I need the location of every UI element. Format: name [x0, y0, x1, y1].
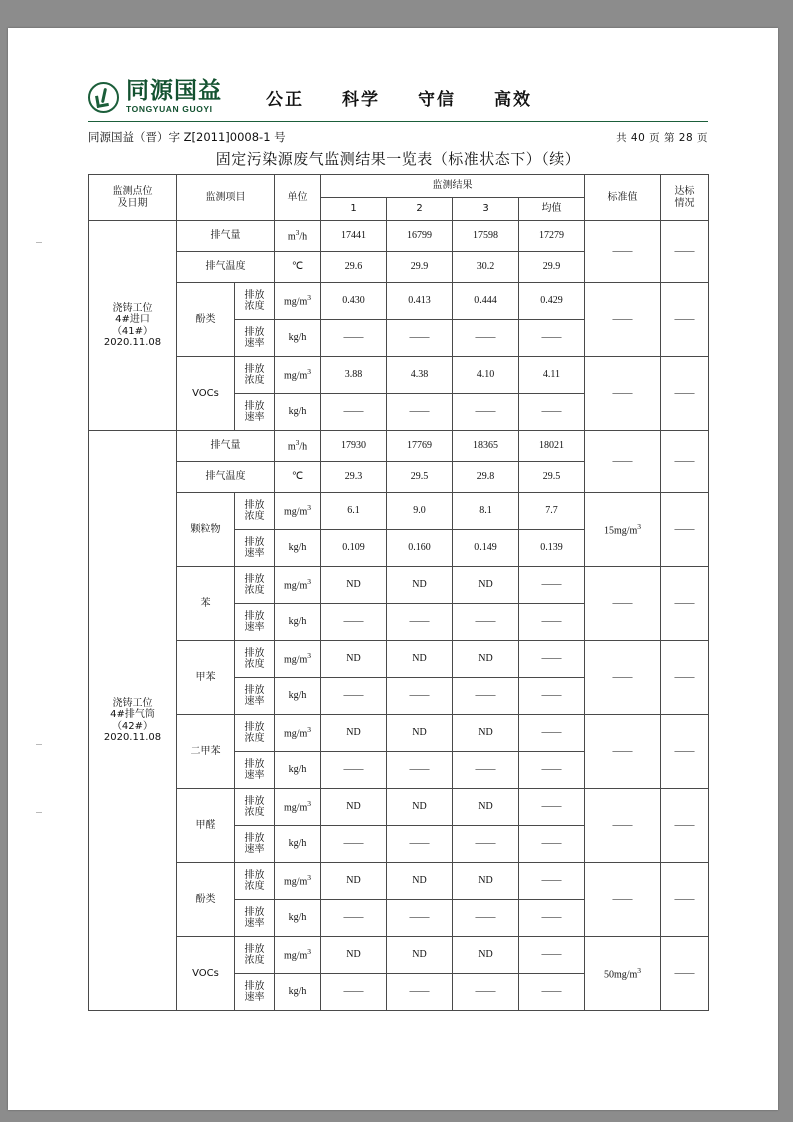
item-subname: 排放 速率 [235, 826, 275, 863]
standard-cell: —— [585, 283, 661, 357]
item-subname: 排放 速率 [235, 604, 275, 641]
value-3: ND [453, 641, 519, 678]
unit-cell: kg/h [275, 530, 321, 567]
value-2: ND [387, 641, 453, 678]
value-3: ND [453, 863, 519, 900]
value-1: 29.6 [321, 252, 387, 283]
letterhead [88, 76, 708, 118]
value-avg: 17279 [519, 221, 585, 252]
value-1: 17441 [321, 221, 387, 252]
unit-cell: kg/h [275, 826, 321, 863]
value-avg: —— [519, 715, 585, 752]
value-3: —— [453, 974, 519, 1011]
value-avg: —— [519, 604, 585, 641]
value-2: 29.9 [387, 252, 453, 283]
monitoring-results-table [88, 174, 709, 1011]
slogan-4: 高效 [494, 89, 532, 110]
compliance-cell: —— [661, 567, 709, 641]
header-col-avg: 均值 [519, 198, 585, 221]
header-unit: 单位 [275, 175, 321, 221]
item-subname: 排放 速率 [235, 974, 275, 1011]
item-name: 甲苯 [177, 641, 235, 715]
point-date-cell: 浇铸工位 4#排气筒 （42#） 2020.11.08 [89, 431, 177, 1011]
value-2: —— [387, 320, 453, 357]
value-2: 0.160 [387, 530, 453, 567]
value-3: —— [453, 604, 519, 641]
value-avg: 18021 [519, 431, 585, 462]
scan-mark [36, 744, 42, 745]
document-page [8, 28, 778, 1110]
compliance-cell: —— [661, 715, 709, 789]
unit-cell: kg/h [275, 900, 321, 937]
unit-cell: $mg/m^3$ [275, 283, 321, 320]
value-2: 0.413 [387, 283, 453, 320]
scan-mark [36, 242, 42, 243]
item-subname: 排放 浓度 [235, 641, 275, 678]
unit-cell: $mg/m^3$ [275, 567, 321, 604]
value-2: ND [387, 567, 453, 604]
slogan-3: 守信 [418, 89, 456, 110]
value-1: —— [321, 604, 387, 641]
value-1: ND [321, 641, 387, 678]
header-results: 监测结果 [321, 175, 585, 198]
item-subname: 排放 浓度 [235, 357, 275, 394]
item-subname: 排放 浓度 [235, 863, 275, 900]
value-3: 8.1 [453, 493, 519, 530]
item-name: 排气量 [177, 431, 275, 462]
unit-cell: ℃ [275, 462, 321, 493]
item-name: 二甲苯 [177, 715, 235, 789]
unit-cell: $mg/m^3$ [275, 789, 321, 826]
standard-cell: —— [585, 567, 661, 641]
compliance-cell: —— [661, 937, 709, 1011]
item-name: 排气温度 [177, 462, 275, 493]
value-avg: —— [519, 320, 585, 357]
value-3: ND [453, 567, 519, 604]
unit-cell: kg/h [275, 678, 321, 715]
item-subname: 排放 浓度 [235, 715, 275, 752]
unit-cell: kg/h [275, 974, 321, 1011]
value-avg: —— [519, 394, 585, 431]
standard-cell: $50mg/m^3$ [585, 937, 661, 1011]
item-name: 颗粒物 [177, 493, 235, 567]
value-3: —— [453, 900, 519, 937]
value-1: ND [321, 567, 387, 604]
value-avg: 29.9 [519, 252, 585, 283]
header-item: 监测项目 [177, 175, 275, 221]
header-col-3: 3 [453, 198, 519, 221]
point-date-cell: 浇铸工位 4#进口 （41#） 2020.11.08 [89, 221, 177, 431]
value-1: —— [321, 320, 387, 357]
value-2: —— [387, 826, 453, 863]
item-name: VOCs [177, 357, 235, 431]
value-avg: —— [519, 641, 585, 678]
item-subname: 排放 速率 [235, 678, 275, 715]
page-title: 固定污染源废气监测结果一览表（标准状态下）（续） [215, 150, 581, 168]
unit-cell: $mg/m^3$ [275, 863, 321, 900]
value-3: 29.8 [453, 462, 519, 493]
item-subname: 排放 浓度 [235, 789, 275, 826]
item-name: 苯 [177, 567, 235, 641]
slogan-1: 公正 [266, 89, 304, 110]
value-1: —— [321, 394, 387, 431]
item-subname: 排放 速率 [235, 530, 275, 567]
header-compliance: 达标 情况 [661, 175, 709, 221]
unit-cell: $m^3/h$ [275, 431, 321, 462]
value-2: ND [387, 715, 453, 752]
scan-mark [36, 812, 42, 813]
standard-cell: —— [585, 431, 661, 493]
value-1: 3.88 [321, 357, 387, 394]
standard-cell: —— [585, 789, 661, 863]
value-1: —— [321, 678, 387, 715]
compliance-cell: —— [661, 283, 709, 357]
value-1: —— [321, 900, 387, 937]
value-avg: —— [519, 752, 585, 789]
value-3: 17598 [453, 221, 519, 252]
standard-cell: $15mg/m^3$ [585, 493, 661, 567]
value-3: 0.444 [453, 283, 519, 320]
unit-cell: $mg/m^3$ [275, 715, 321, 752]
standard-cell: —— [585, 715, 661, 789]
value-2: 16799 [387, 221, 453, 252]
value-avg: —— [519, 863, 585, 900]
value-3: 30.2 [453, 252, 519, 283]
compliance-cell: —— [661, 863, 709, 937]
standard-cell: —— [585, 863, 661, 937]
value-1: 6.1 [321, 493, 387, 530]
item-name: 排气量 [177, 221, 275, 252]
value-2: ND [387, 863, 453, 900]
item-subname: 排放 浓度 [235, 493, 275, 530]
value-avg: 4.11 [519, 357, 585, 394]
compliance-cell: —— [661, 641, 709, 715]
item-subname: 排放 速率 [235, 752, 275, 789]
value-avg: —— [519, 974, 585, 1011]
value-1: 29.3 [321, 462, 387, 493]
compliance-cell: —— [661, 493, 709, 567]
unit-cell: $mg/m^3$ [275, 937, 321, 974]
standard-cell: —— [585, 221, 661, 283]
unit-cell: ℃ [275, 252, 321, 283]
company-logo-icon [88, 82, 119, 113]
value-3: —— [453, 320, 519, 357]
item-name: VOCs [177, 937, 235, 1011]
value-2: —— [387, 752, 453, 789]
company-name-en: TONGYUAN GUOYI [126, 104, 213, 115]
value-2: —— [387, 678, 453, 715]
item-subname: 排放 速率 [235, 320, 275, 357]
value-avg: —— [519, 567, 585, 604]
slogan-list [266, 85, 532, 110]
value-1: —— [321, 752, 387, 789]
value-2: 17769 [387, 431, 453, 462]
value-3: ND [453, 937, 519, 974]
value-2: ND [387, 789, 453, 826]
value-avg: 29.5 [519, 462, 585, 493]
company-logo-text [126, 80, 222, 114]
value-avg: —— [519, 826, 585, 863]
compliance-cell: —— [661, 789, 709, 863]
value-avg: 0.139 [519, 530, 585, 567]
unit-cell: kg/h [275, 604, 321, 641]
value-3: ND [453, 789, 519, 826]
document-meta [88, 129, 708, 145]
value-avg: —— [519, 789, 585, 826]
slogan-2: 科学 [342, 89, 380, 110]
standard-cell: —— [585, 357, 661, 431]
item-subname: 排放 浓度 [235, 937, 275, 974]
value-1: 0.109 [321, 530, 387, 567]
value-3: —— [453, 678, 519, 715]
value-1: 0.430 [321, 283, 387, 320]
header-col-1: 1 [321, 198, 387, 221]
item-subname: 排放 浓度 [235, 283, 275, 320]
value-3: 0.149 [453, 530, 519, 567]
item-subname: 排放 速率 [235, 900, 275, 937]
value-3: —— [453, 826, 519, 863]
item-subname: 排放 浓度 [235, 567, 275, 604]
header-divider [88, 121, 708, 122]
value-2: —— [387, 974, 453, 1011]
value-1: ND [321, 715, 387, 752]
item-name: 酚类 [177, 283, 235, 357]
value-2: ND [387, 937, 453, 974]
compliance-cell: —— [661, 431, 709, 493]
company-name-cn: 同源国益 [126, 78, 222, 105]
compliance-cell: —— [661, 221, 709, 283]
item-name: 排气温度 [177, 252, 275, 283]
value-2: 4.38 [387, 357, 453, 394]
unit-cell: kg/h [275, 394, 321, 431]
report-number: 同源国益（晋）字 Z[2011]0008-1 号 [88, 130, 286, 144]
unit-cell: $mg/m^3$ [275, 357, 321, 394]
unit-cell: $mg/m^3$ [275, 493, 321, 530]
item-subname: 排放 速率 [235, 394, 275, 431]
value-3: 4.10 [453, 357, 519, 394]
value-avg: 0.429 [519, 283, 585, 320]
header-point-date: 监测点位 及日期 [89, 175, 177, 221]
value-avg: 7.7 [519, 493, 585, 530]
value-2: —— [387, 604, 453, 641]
header-standard: 标准值 [585, 175, 661, 221]
unit-cell: kg/h [275, 752, 321, 789]
value-2: —— [387, 394, 453, 431]
standard-cell: —— [585, 641, 661, 715]
header-col-2: 2 [387, 198, 453, 221]
value-2: 29.5 [387, 462, 453, 493]
value-1: —— [321, 974, 387, 1011]
item-name: 甲醛 [177, 789, 235, 863]
value-1: —— [321, 826, 387, 863]
value-1: 17930 [321, 431, 387, 462]
page-info: 共 40 页 第 28 页 [616, 132, 708, 144]
value-avg: —— [519, 900, 585, 937]
unit-cell: $m^3/h$ [275, 221, 321, 252]
value-3: —— [453, 394, 519, 431]
value-3: —— [453, 752, 519, 789]
value-avg: —— [519, 678, 585, 715]
unit-cell: kg/h [275, 320, 321, 357]
value-2: —— [387, 900, 453, 937]
value-3: 18365 [453, 431, 519, 462]
compliance-cell: —— [661, 357, 709, 431]
value-3: ND [453, 715, 519, 752]
value-1: ND [321, 863, 387, 900]
item-name: 酚类 [177, 863, 235, 937]
value-avg: —— [519, 937, 585, 974]
value-2: 9.0 [387, 493, 453, 530]
unit-cell: $mg/m^3$ [275, 641, 321, 678]
value-1: ND [321, 789, 387, 826]
value-1: ND [321, 937, 387, 974]
